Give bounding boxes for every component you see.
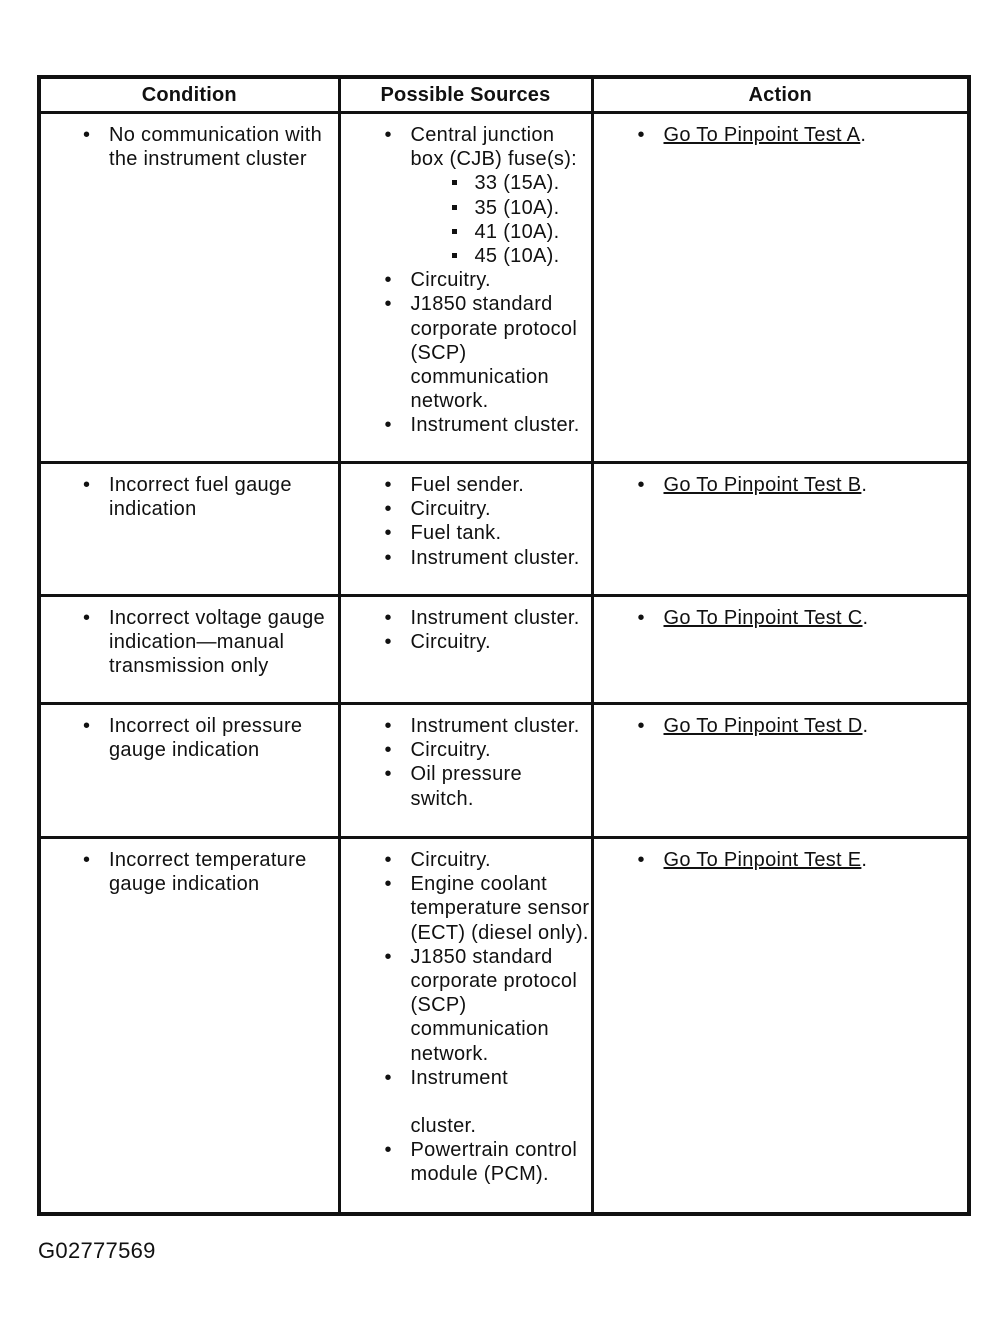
fuse-item: 33 (15A). <box>475 171 591 195</box>
action-cell <box>592 704 967 838</box>
table-row <box>41 704 967 838</box>
sources-cell <box>339 463 592 596</box>
figure-id-label: G02777569 <box>38 1238 156 1263</box>
source-item: • Circuitry. <box>411 738 591 762</box>
action-period: . <box>861 849 868 871</box>
source-text: Central junction box (CJB) fuse(s): <box>410 124 578 171</box>
source-item: • Instrument cluster. <box>411 714 591 738</box>
sources-cell <box>339 838 592 1213</box>
pinpoint-test-d-link[interactable]: Go To Pinpoint Test D <box>663 715 863 737</box>
action-period: . <box>862 607 869 629</box>
condition-text: • Incorrect temperature gauge indication <box>109 848 331 896</box>
table-row <box>41 596 967 704</box>
action-item <box>664 473 968 497</box>
action-item <box>664 848 968 872</box>
action-item <box>664 123 968 147</box>
table-row <box>41 463 967 596</box>
sources-cell <box>339 113 592 463</box>
condition-text: • Incorrect voltage gauge indication—manual transmission only <box>109 606 331 679</box>
source-item <box>411 123 591 268</box>
source-text: cluster. <box>410 1115 477 1138</box>
pinpoint-test-c-link[interactable]: Go To Pinpoint Test C <box>663 607 863 629</box>
action-item <box>664 606 968 630</box>
source-item: • Powertrain control module (PCM). <box>411 1138 591 1186</box>
header-condition: Condition <box>41 79 339 113</box>
condition-text: • No communication with the instrument cluster <box>109 123 331 171</box>
symptom-chart-table <box>41 79 967 1212</box>
condition-cell <box>41 704 339 838</box>
source-item: • Fuel sender. <box>411 473 591 497</box>
action-cell <box>592 113 967 463</box>
table-header-row <box>41 79 967 113</box>
fuse-item: 41 (10A). <box>475 220 591 244</box>
source-item: • Engine coolant temperature sensor (ECT) (diesel only). <box>411 872 591 945</box>
pinpoint-test-b-link[interactable]: Go To Pinpoint Test B <box>663 474 862 496</box>
fuse-list <box>411 171 591 268</box>
fuse-item: 45 (10A). <box>475 244 591 268</box>
header-possible-sources: Possible Sources <box>339 79 592 113</box>
action-cell <box>592 463 967 596</box>
source-item: • J1850 standard corporate protocol (SCP) communication network. <box>411 945 591 1066</box>
table-row <box>41 113 967 463</box>
sources-cell <box>339 704 592 838</box>
source-item <box>411 1066 591 1138</box>
condition-cell <box>41 463 339 596</box>
source-item: • Instrument cluster. <box>411 546 591 570</box>
source-item: • Instrument cluster. <box>411 413 591 437</box>
table-row <box>41 838 967 1213</box>
action-cell <box>592 838 967 1213</box>
condition-text: • Incorrect oil pressure gauge indication <box>109 714 331 762</box>
action-period: . <box>862 715 869 737</box>
line-gap <box>411 1090 591 1114</box>
source-item: • Circuitry. <box>411 630 591 654</box>
action-cell <box>592 596 967 704</box>
condition-cell <box>41 113 339 463</box>
action-item <box>664 714 968 738</box>
condition-cell <box>41 596 339 704</box>
sources-cell <box>339 596 592 704</box>
source-item: • J1850 standard corporate protocol (SCP) communication network. <box>411 292 591 413</box>
source-item: • Circuitry. <box>411 848 591 872</box>
source-item: • Fuel tank. <box>411 521 591 545</box>
source-item: • Circuitry. <box>411 268 591 292</box>
fuse-item: 35 (10A). <box>475 196 591 220</box>
diagnosis-table-frame <box>37 75 971 1216</box>
action-period: . <box>861 474 868 496</box>
source-item: • Instrument cluster. <box>411 606 591 630</box>
pinpoint-test-a-link[interactable]: Go To Pinpoint Test A <box>663 124 861 146</box>
condition-cell <box>41 838 339 1213</box>
source-text: Instrument <box>410 1066 508 1089</box>
source-item: • Circuitry. <box>411 497 591 521</box>
action-period: . <box>860 124 867 146</box>
condition-text: • Incorrect fuel gauge indication <box>109 473 331 521</box>
header-action: Action <box>592 79 967 113</box>
pinpoint-test-e-link[interactable]: Go To Pinpoint Test E <box>663 849 862 871</box>
source-item: • Oil pressure switch. <box>411 762 591 810</box>
